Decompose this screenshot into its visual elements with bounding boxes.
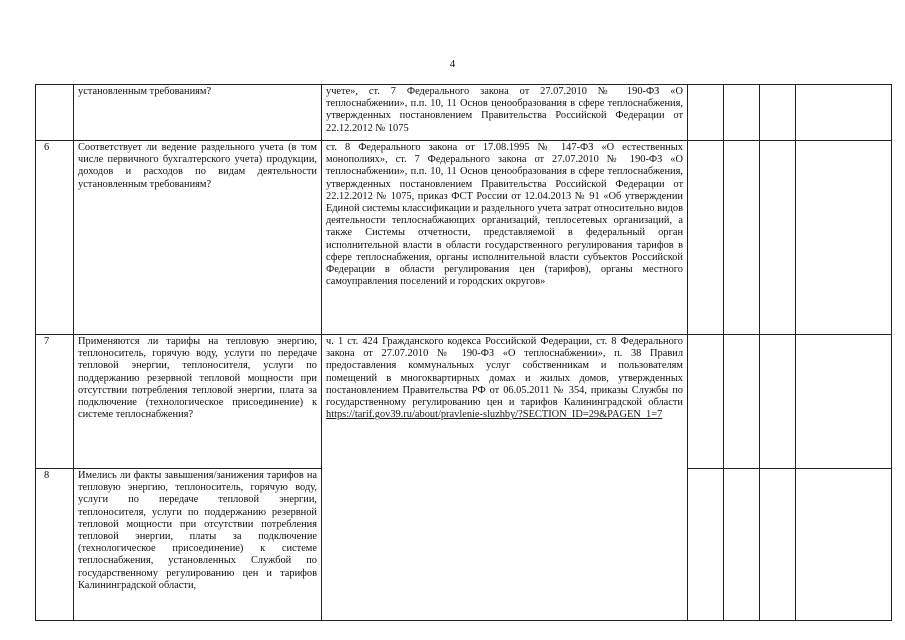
row-number (36, 85, 74, 141)
answer-no-cell (724, 141, 760, 335)
answer-yes-cell (688, 141, 724, 335)
answer-na-cell (760, 141, 796, 335)
page-number: 4 (449, 58, 456, 70)
row-number: 6 (36, 141, 74, 335)
note-cell (796, 335, 892, 469)
note-cell (796, 141, 892, 335)
table-row (36, 335, 892, 469)
table-row (36, 141, 892, 335)
row-number: 7 (36, 335, 74, 469)
answer-yes-cell (688, 85, 724, 141)
answer-no-cell (724, 85, 760, 141)
table-row (36, 85, 892, 141)
answer-na-cell (760, 85, 796, 141)
legal-basis-cell (322, 335, 688, 621)
question-cell: установленным требованиям? (74, 85, 322, 141)
answer-na-cell (760, 335, 796, 469)
tariff-service-link[interactable]: https://tarif.gov39.ru/about/pravlenie-sluzhby/?SECTION_ID=29&PAGEN_1=7 (326, 409, 663, 421)
legal-basis-cell: учете», ст. 7 Федерального закона от 27.07.2010 № 190-ФЗ «О теплоснабжении», п.п. 10, 11 Основ ценообразования в сфере теплоснабжения, утвержденных постановлением Правительства Российской Федерации от 22.12.2012 № 1075 (322, 85, 688, 141)
checklist-table (35, 84, 892, 621)
answer-no-cell (724, 469, 760, 621)
question-cell: Применяются ли тарифы на тепловую энергию, теплоноситель, горячую воду, услуги по передаче тепловой энергии, теплоносителя, услуги по поддержанию резервной тепловой мощности при отсутствии потребления тепловой энергии, плата за подключение (технологическое присоединение) к системе теплоснабжения? (74, 335, 322, 469)
legal-basis-text: ч. 1 ст. 424 Гражданского кодекса Российской Федерации, ст. 8 Федерального закона от 27.07.2010 № 190-ФЗ «О теплоснабжении», п. 38 Правил предоставления коммунальных услуг собственникам и пользователям помещений в многоквартирных домах и жилых домов, утвержденных постановлением Правительства РФ от 06.05.2011 № 354, приказы Службы по государственному регулированию цен и тарифов Калининградской области (326, 336, 683, 409)
note-cell (796, 469, 892, 621)
answer-na-cell (760, 469, 796, 621)
note-cell (796, 85, 892, 141)
answer-yes-cell (688, 469, 724, 621)
answer-yes-cell (688, 335, 724, 469)
legal-basis-cell: ст. 8 Федерального закона от 17.08.1995 № 147-ФЗ «О естественных монополиях», ст. 7 Федерального закона от 27.07.2010 № 190-ФЗ «О теплоснабжении», п.п. 10, 11 Основ ценообразования в сфере теплоснабжения, утвержденных постановлением Правительства Российской Федерации от 22.12.2012 № 1075, приказ ФСТ России от 12.04.2013 № 91 «Об утверждении Единой системы классификации и раздельного учета затрат относительно видов деятельности теплоснабжающих организаций, теплосетевых организаций, а также Системы отчетности, представляемой в федеральный орган исполнительной власти в области государственного регулирования тарифов в сфере теплоснабжения, органы исполнительной власти субъектов Российской Федерации в области регулирования цен (тарифов), органы местного самоуправления поселений и городских округов» (322, 141, 688, 335)
question-cell: Имелись ли факты завышения/занижения тарифов на тепловую энергию, теплоноситель, горячую воду, услуги по передаче тепловой энергии, теплоносителя, услуги по поддержанию резервной тепловой мощности при отсутствии потребления тепловой энергии, платы за подключение (технологическое присоединение) к системе теплоснабжения, установленных Службой по государственному регулированию цен и тарифов Калининградской области, (74, 469, 322, 621)
answer-no-cell (724, 335, 760, 469)
question-cell: Соответствует ли ведение раздельного учета (в том числе первичного бухгалтерского учета) продукции, доходов и расходов по видам деятельности установленным требованиям? (74, 141, 322, 335)
row-number: 8 (36, 469, 74, 621)
